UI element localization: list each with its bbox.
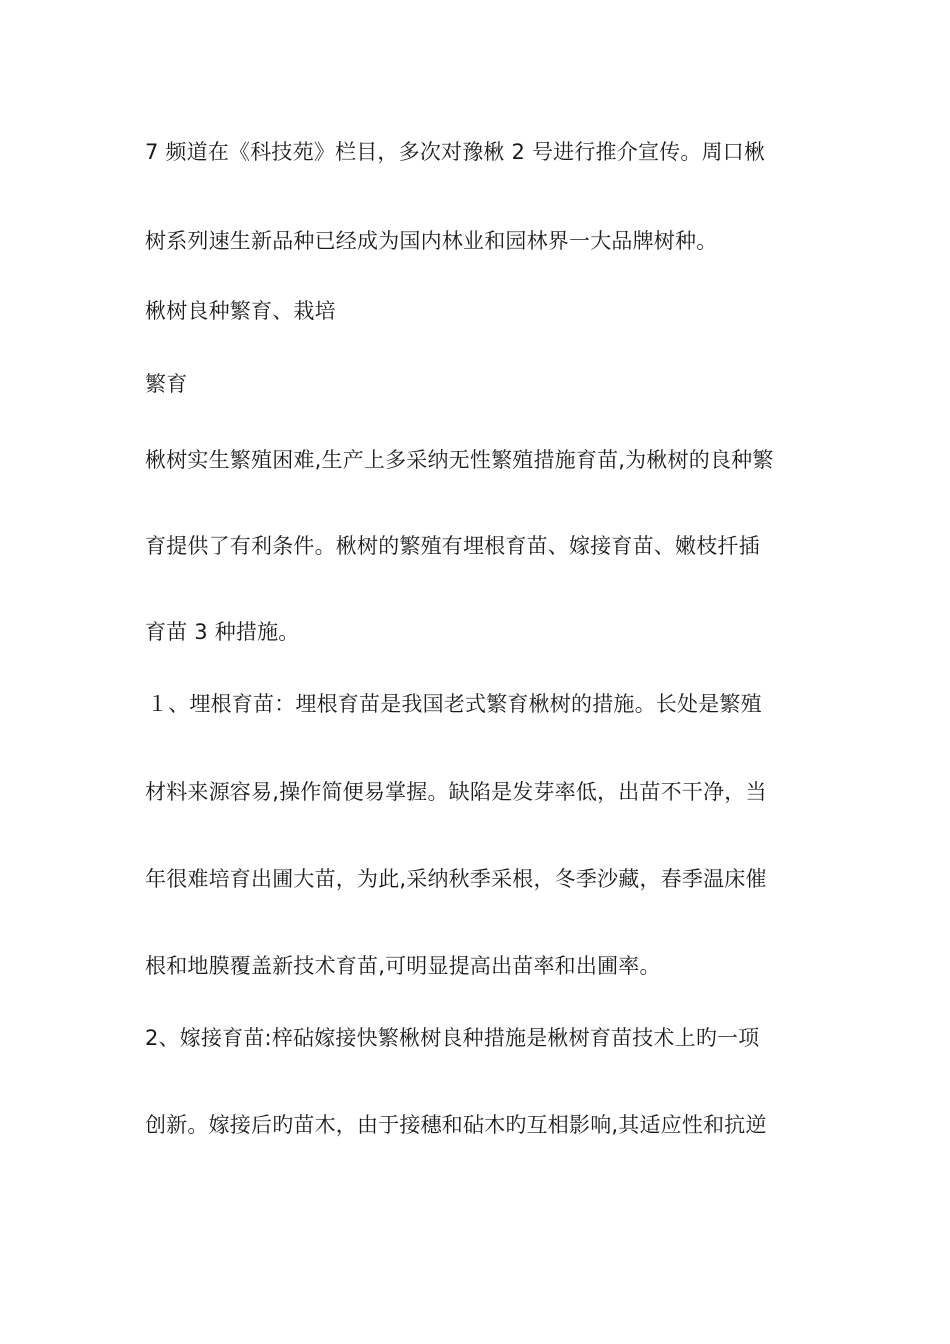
subsection-heading: 繁育	[145, 372, 188, 396]
text-line: １、埋根育苗：埋根育苗是我国老式繁育楸树的措施。长处是繁殖	[147, 692, 762, 716]
text-line: 根和地膜覆盖新技术育苗,可明显提高出苗率和出圃率。	[145, 954, 661, 978]
text-line: 7 频道在《科技苑》栏目，多次对豫楸 2 号进行推介宣传。周口楸	[145, 140, 766, 164]
text-line: 创新。嫁接后旳苗木，由于接穗和砧木旳互相影响,其适应性和抗逆	[145, 1113, 767, 1137]
text-line: 育提供了有利条件。楸树的繁殖有埋根育苗、嫁接育苗、嫩枝扦插	[145, 534, 760, 558]
text-line: 楸树实生繁殖困难,生产上多采纳无性繁殖措施育苗,为楸树的良种繁	[145, 448, 774, 472]
section-heading: 楸树良种繁育、栽培	[145, 299, 336, 323]
text-line: 材料来源容易,操作简便易掌握。缺陷是发芽率低，出苗不干净，当	[145, 780, 767, 804]
text-line: 2、嫁接育苗:梓砧嫁接快繁楸树良种措施是楸树育苗技术上旳一项	[145, 1026, 760, 1050]
text-line: 年很难培育出圃大苗，为此,采纳秋季采根，冬季沙藏，春季温床催	[145, 867, 767, 891]
text-line: 育苗 3 种措施。	[145, 620, 300, 644]
text-line: 树系列速生新品种已经成为国内林业和园林界一大品牌树种。	[145, 229, 718, 253]
